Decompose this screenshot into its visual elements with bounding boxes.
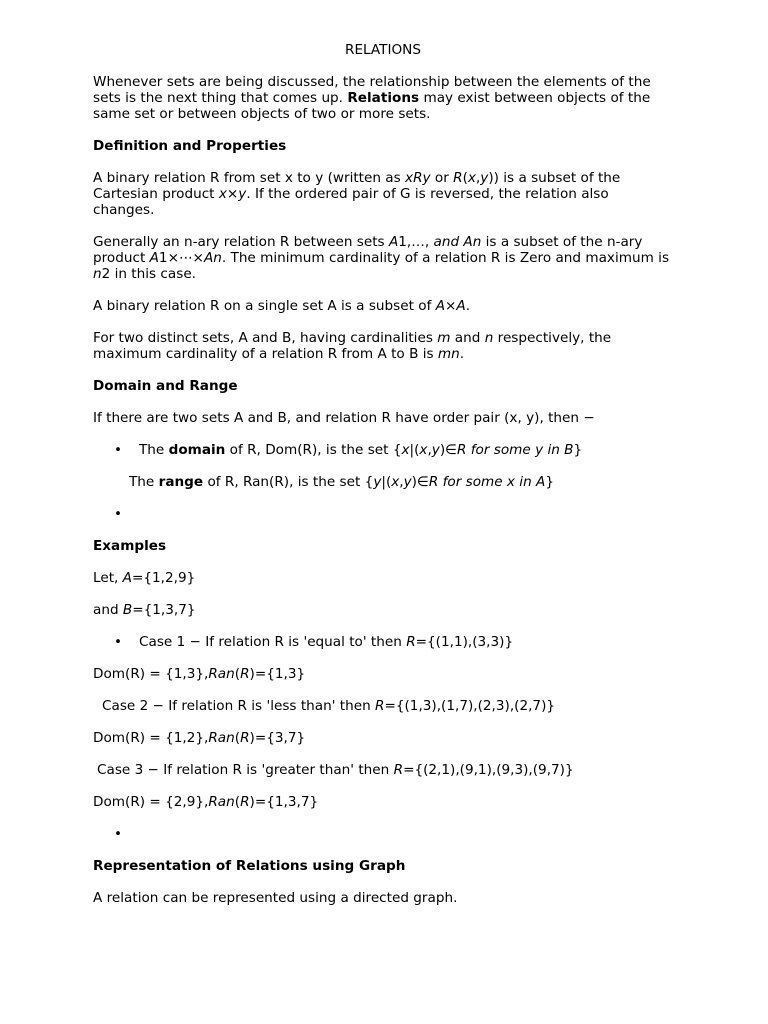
graph-paragraph: A relation can be represented using a directed graph. [93, 890, 458, 906]
heading-graph-representation: Representation of Relations using Graph [93, 858, 406, 874]
case-1-result: Dom(R) = {1,3},Ran(R)={1,3} [93, 666, 306, 682]
range-paragraph: The range of R, Ran(R), is the set {y|(x,y)∈R for some x in A} [129, 474, 554, 490]
heading-domain-range: Domain and Range [93, 378, 238, 394]
list-item-empty [93, 506, 673, 522]
relations-term: Relations [347, 90, 420, 106]
case-3-paragraph: Case 3 − If relation R is 'greater than' then R={(2,1),(9,1),(9,3),(9,7)} [97, 762, 574, 778]
case-2-paragraph: Case 2 − If relation R is 'less than' then R={(1,3),(1,7),(2,3),(2,7)} [102, 698, 556, 714]
nary-relation-paragraph: Generally an n-ary relation R between sets A1,…, and An is a subset of the n-ary product A1×⋯×An. The minimum cardinality of a relation R is Zero and maximum is n2 in this case. [93, 234, 670, 282]
binary-relation-paragraph: A binary relation R from set x to y (written as xRy or R(x,y)) is a subset of the Cartesian product x×y. If the ordered pair of G is reversed, the relation also changes. [93, 170, 621, 218]
case-2-result: Dom(R) = {1,2},Ran(R)={3,7} [93, 730, 306, 746]
set-b-definition: and B={1,3,7} [93, 602, 196, 618]
list-item-case-1: • Case 1 − If relation R is 'equal to' then R={(1,1),(3,3)} [93, 634, 673, 650]
intro-paragraph: Whenever sets are being discussed, the relationship between the elements of the sets is the next thing that comes up. Relations may exist between objects of the same set or between objects of two or more sets. [93, 74, 651, 122]
domain-intro-paragraph: If there are two sets A and B, and relation R have order pair (x, y), then − [93, 410, 595, 426]
set-a-definition: Let, A={1,2,9} [93, 570, 196, 586]
case-3-result: Dom(R) = {2,9},Ran(R)={1,3,7} [93, 794, 319, 810]
page-title: RELATIONS [345, 42, 421, 58]
list-item-empty-2 [93, 826, 673, 842]
document-page [93, 42, 673, 922]
heading-definition-properties: Definition and Properties [93, 138, 287, 154]
single-set-paragraph: A binary relation R on a single set A is a subset of A×A. [93, 298, 471, 314]
heading-examples: Examples [93, 538, 167, 554]
list-item-domain: • The domain of R, Dom(R), is the set {x|(x,y)∈R for some y in B} [93, 442, 673, 458]
distinct-sets-paragraph: For two distinct sets, A and B, having cardinalities m and n respectively, the maximum cardinality of a relation R from A to B is mn. [93, 330, 612, 362]
